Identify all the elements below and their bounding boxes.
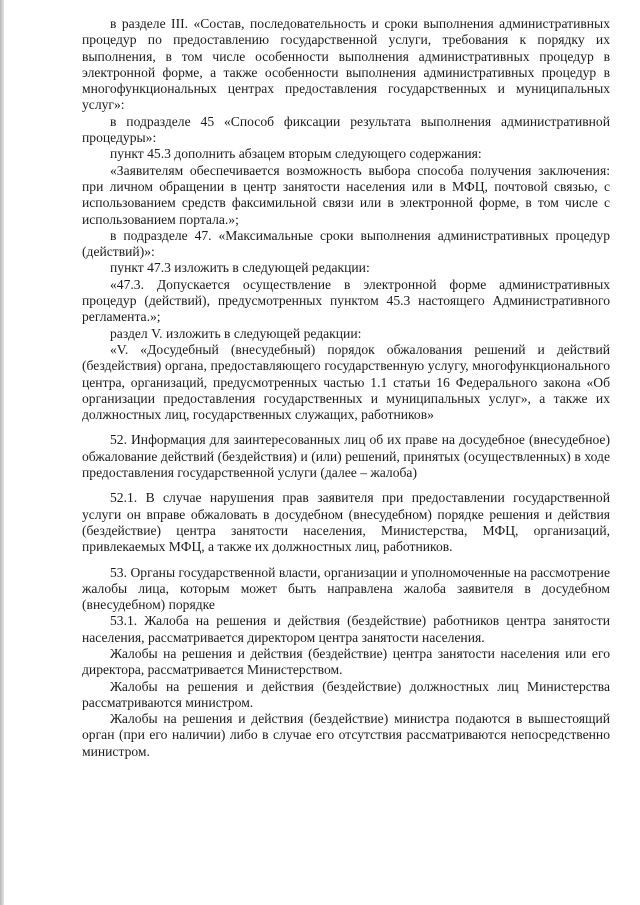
paragraph-item-47-3: пункт 47.3 изложить в следующей редакции: <box>110 260 370 276</box>
paragraph-applicant-choice: «Заявителям обеспечивается возможность выбора способа получения заключения: при личном обращении в центр занятости населения или в МФЦ, почтовой связью, с использованием средств факсимильной связи или в электронной форме, в том числе с использованием портала.»; <box>82 162 610 227</box>
paragraph-complaints-ministry-officials: Жалобы на решения и действия (бездействие) должностных лиц Министерства рассматриваются министром. <box>82 678 610 710</box>
paragraph-52: 52. Информация для заинтересованных лиц об их праве на досудебное (внесудебное) обжалование действий (бездействия) и (или) решений, принятых (осуществленных) в ходе предоставления государственной услуги (далее – жалоба) <box>82 432 610 481</box>
paragraph-item-45-3: пункт 45.3 дополнить абзацем вторым следующего содержания: <box>110 146 482 162</box>
paragraph-52-1: 52.1. В случае нарушения прав заявителя при предоставлении государственной услуги он вправе обжаловать в досудебном (внесудебном) порядке решения и действия (бездействие) центра занятости населения, Министерства, МФЦ, организаций, привлекаемых МФЦ, а также их должностных лиц, работников. <box>82 490 610 555</box>
paragraph-section-iii: в разделе III. «Состав, последовательность и сроки выполнения административных процедур по предоставлению государственной услуги, требования к порядку их выполнения, в том числе особенности выполнения административных процедур в электронной форме, а также особенности выполнения административных процедур в многофункциональных центрах предоставления государственных и муниципальных услуг»: <box>82 16 610 113</box>
scan-edge <box>0 0 4 905</box>
paragraph-53-1: 53.1. Жалоба на решения и действия (бездействие) работников центра занятости населения, рассматривается директором центра занятости населения. <box>82 613 610 645</box>
paragraph-subsection-45: в подразделе 45 «Способ фиксации результата выполнения административной процедуры»: <box>82 113 610 146</box>
paragraph-complaints-minister: Жалобы на решения и действия (бездействие) министра подаются в вышестоящий орган (при его наличии) либо в случае его отсутствия рассматриваются непосредственно министром. <box>82 711 610 759</box>
paragraph-section-v: раздел V. изложить в следующей редакции: <box>110 325 362 341</box>
paragraph-47-3-text: «47.3. Допускается осуществление в электронной форме административных процедур (действий), предусмотренных пунктом 45.3 настоящего Административного регламента.»; <box>82 276 610 325</box>
paragraph-53: 53. Органы государственной власти, организации и уполномоченные на рассмотрение жалобы лица, которым может быть направлена жалоба заявителя в досудебном (внесудебном) порядке <box>82 564 610 613</box>
document-page <box>82 16 610 760</box>
paragraph-complaints-center: Жалобы на решения и действия (бездействие) центра занятости населения или его директора, рассматривается Министерством. <box>82 645 610 678</box>
paragraph-section-v-title: «V. «Досудебный (внесудебный) порядок обжалования решений и действий (бездействия) органа, предоставляющего государственную услугу, многофункционального центра, организаций, предусмотренных частью 1.1 статьи 16 Федерального закона «Об организации предоставления государственных и муниципальных услуг», а также их должностных лиц, государственных служащих, работников» <box>82 341 610 423</box>
paragraph-subsection-47: в подразделе 47. «Максимальные сроки выполнения административных процедур (действий)»: <box>82 227 610 260</box>
